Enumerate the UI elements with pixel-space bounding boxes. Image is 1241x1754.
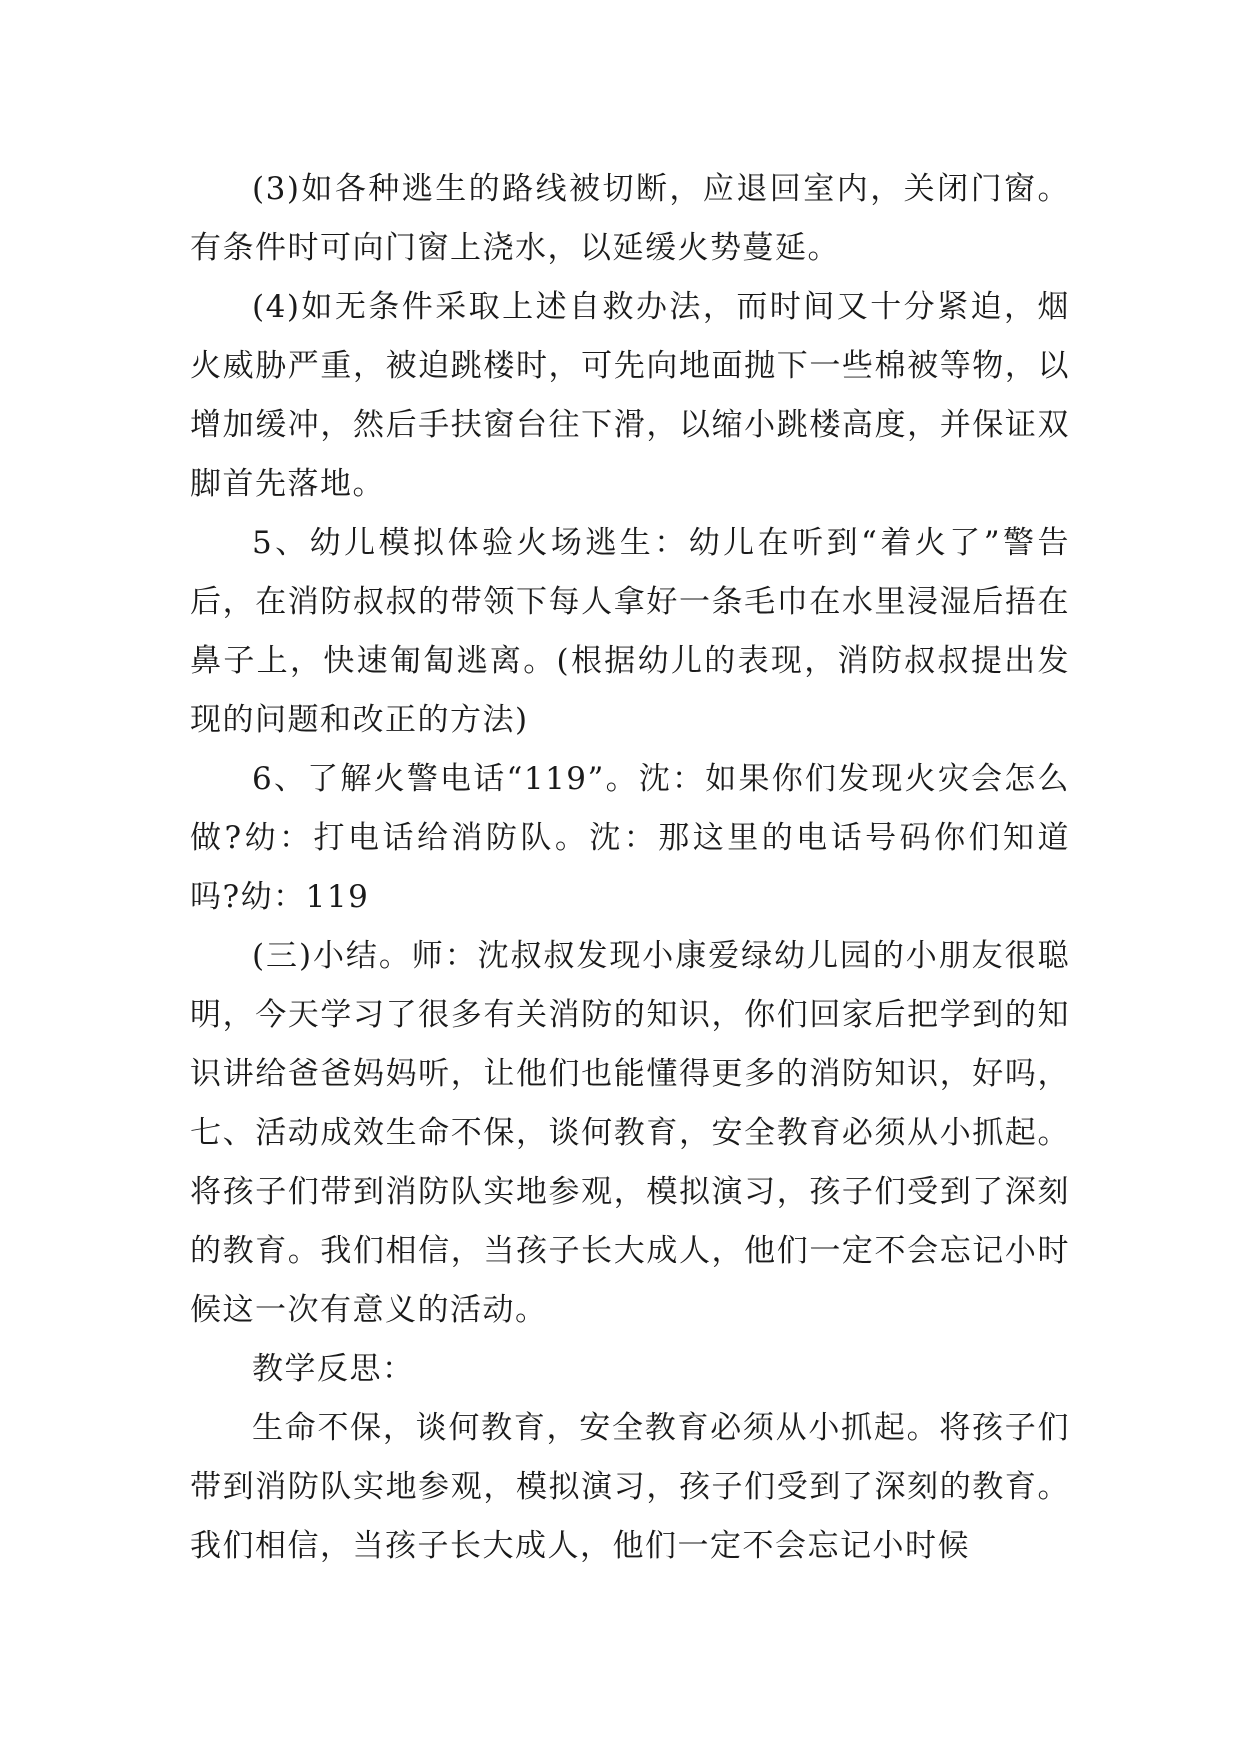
paragraph-forced-jump: (4)如无条件采取上述自救办法，而时间又十分紧迫，烟火威胁严重，被迫跳楼时，可先向地面抛下一些棉被等物，以增加缓冲，然后手扶窗台往下滑，以缩小跳楼高度，并保证双脚首先落地。 bbox=[190, 289, 1070, 502]
section-heading-reflection: 教学反思： bbox=[252, 1351, 415, 1387]
paragraph-summary: (三)小结。师：沈叔叔发现小康爱绿幼儿园的小朋友很聪明，今天学习了很多有关消防的知识，你们回家后把学到的知识讲给爸爸妈妈听，让他们也能懂得更多的消防知识，好吗，七、活动成效生命不保，谈何教育，安全教育必须从小抓起。将孩子们带到消防队实地参观，模拟演习，孩子们受到了深刻的教育。我们相信，当孩子长大成人，他们一定不会忘记小时候这一次有意义的活动。 bbox=[190, 938, 1070, 1328]
paragraph-reflection: 生命不保，谈何教育，安全教育必须从小抓起。将孩子们带到消防队实地参观，模拟演习，孩子们受到了深刻的教育。我们相信，当孩子长大成人，他们一定不会忘记小时候 bbox=[190, 1410, 1070, 1564]
paragraph-escape-route-blocked: (3)如各种逃生的路线被切断，应退回室内，关闭门窗。有条件时可向门窗上浇水，以延缓火势蔓延。 bbox=[190, 171, 1070, 266]
document-body bbox=[190, 160, 1070, 1576]
paragraph-escape-drill: 5、幼儿模拟体验火场逃生：幼儿在听到“着火了”警告后，在消防叔叔的带领下每人拿好一条毛巾在水里浸湿后捂在鼻子上，快速匍匐逃离。(根据幼儿的表现，消防叔叔提出发现的问题和改正的方法) bbox=[190, 525, 1070, 738]
paragraph-fire-phone-119: 6、了解火警电话“119”。沈：如果你们发现火灾会怎么做?幼：打电话给消防队。沈：那这里的电话号码你们知道吗?幼：119 bbox=[190, 761, 1070, 915]
